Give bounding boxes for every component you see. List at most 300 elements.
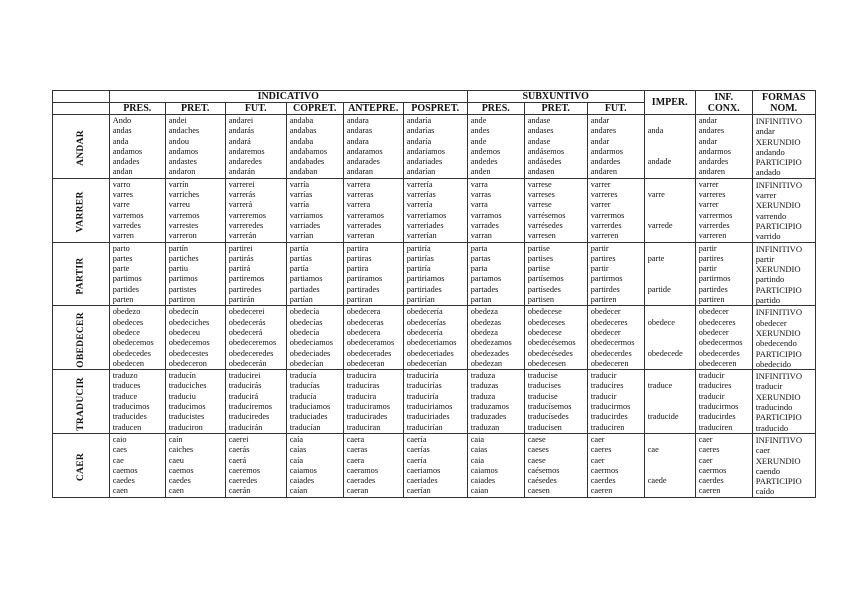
verb-form: varrían	[289, 231, 314, 241]
verb-form: obedecen	[112, 358, 145, 368]
verb-form: varrerdes	[590, 220, 622, 230]
verb-form: caeremos	[228, 465, 261, 475]
verb-form: caer	[698, 434, 713, 444]
verb-form: traducir	[590, 371, 617, 381]
verb-form: varrer	[698, 179, 719, 189]
verb-form: traducises	[527, 381, 561, 391]
form-cell	[695, 433, 752, 497]
verb-form: traduza	[470, 371, 496, 381]
verb-form: varrendo	[755, 210, 787, 221]
verb-form: andásedes	[527, 157, 562, 167]
verb-form: INFINITIVO	[755, 434, 803, 445]
verb-form: varreredes	[228, 220, 264, 230]
verb-form: partes	[112, 253, 133, 263]
verb-form: varreriades	[406, 220, 444, 230]
verb-form: obedecemos	[168, 338, 210, 348]
verb-form: traduciría	[406, 371, 439, 381]
verb-form: traducir	[590, 391, 617, 401]
verb-form	[648, 167, 694, 177]
verb-form: andarmos	[698, 146, 731, 156]
verb-form: caería	[406, 455, 427, 465]
verb-form: caermos	[590, 465, 619, 475]
verb-form	[648, 200, 694, 210]
verb-form: traduzamos	[470, 402, 509, 412]
verb-form: ande	[470, 116, 487, 125]
form-cell	[587, 433, 644, 497]
verb-form: andar	[698, 116, 718, 125]
verb-form: caeramos	[346, 465, 379, 475]
verb-form: caía	[289, 455, 304, 465]
verb-form: partises	[527, 253, 554, 263]
form-cell	[644, 433, 695, 497]
verb-form: partades	[470, 284, 499, 294]
verb-form: caeren	[698, 486, 721, 496]
verb-form: caésemos	[527, 465, 560, 475]
verb-form: obedecermos	[698, 338, 743, 348]
verb-form: obedecería	[406, 327, 443, 337]
verb-form: obedecer	[590, 307, 621, 317]
verb-form	[648, 371, 694, 381]
verb-form: andades	[112, 157, 140, 167]
mood-header-indicativo: INDICATIVO	[109, 91, 467, 103]
form-cell	[524, 242, 587, 306]
verb-form: varrerás	[228, 190, 256, 200]
verb-form	[648, 392, 694, 402]
verb-form: partirmos	[590, 274, 623, 284]
verb-form: cae	[647, 445, 659, 455]
verb-form: INFINITIVO	[755, 179, 803, 190]
verb-form: varrer	[755, 190, 777, 201]
form-cell	[644, 370, 695, 434]
verb-form: partindo	[755, 274, 785, 285]
form-cell	[165, 306, 225, 370]
verb-form: obedeceriades	[406, 348, 454, 358]
verb-form: andarei	[228, 116, 254, 125]
verb-form: partirmos	[698, 274, 731, 284]
formas-nom-header	[752, 91, 815, 115]
inf-conx-header-line1: INF.	[714, 91, 734, 103]
verb-label: ANDAR	[75, 130, 86, 167]
verb-form: traducimos	[112, 402, 150, 412]
verb-form: varrerán	[228, 231, 257, 241]
verb-form: varrerá	[228, 200, 253, 210]
verb-form: andardes	[590, 157, 621, 167]
verb-form: traducías	[289, 381, 320, 391]
verb-form: obedecería	[406, 307, 443, 317]
verb-form: traducirías	[406, 381, 442, 391]
verb-form: obedecer	[590, 327, 621, 337]
form-cell	[467, 370, 524, 434]
verb-form: XERUNDIO	[755, 391, 801, 402]
verb-form: partimos	[168, 274, 198, 284]
verb-form: andares	[698, 126, 725, 136]
verb-form: obedecermos	[590, 338, 635, 348]
verb-form: partirdes	[698, 284, 728, 294]
verb-form: traducirades	[346, 412, 388, 422]
verb-form: andares	[590, 126, 617, 136]
verb-form	[648, 328, 694, 338]
form-cell	[343, 115, 403, 179]
verb-form: PARTICIPIO	[755, 284, 802, 295]
verb-form: caera	[346, 455, 365, 465]
verb-form: varro	[112, 179, 131, 189]
form-cell	[644, 178, 695, 242]
verb-form: traducir	[755, 381, 783, 392]
form-cell	[524, 115, 587, 179]
verb-form: varran	[470, 231, 492, 241]
verb-form: varremos	[112, 210, 144, 220]
form-cell	[165, 178, 225, 242]
verb-form: obedecese	[527, 327, 562, 337]
verb-form	[648, 456, 694, 466]
verb-form: partires	[590, 253, 616, 263]
verb-form: caiades	[470, 476, 496, 486]
formas-nom-header-line1: FORMAS	[762, 91, 806, 103]
verb-form: partir	[590, 243, 609, 253]
verb-form: caeres	[590, 445, 612, 455]
verb-form: varrer	[590, 200, 611, 210]
verb-form: obedeceres	[698, 317, 736, 327]
verb-form: varrer	[698, 200, 719, 210]
verb-form: andou	[168, 136, 189, 146]
verb-form: anda	[112, 136, 129, 146]
verb-form: obedecía	[289, 327, 320, 337]
verb-label-cell	[53, 178, 110, 242]
verb-form	[648, 338, 694, 348]
verb-form: obedeza	[470, 307, 498, 317]
verb-form: traduciades	[289, 412, 328, 422]
verb-form: caeres	[698, 445, 720, 455]
verb-form: partas	[470, 253, 491, 263]
verb-block	[53, 242, 816, 306]
verb-label-cell	[53, 433, 110, 497]
form-cell	[587, 306, 644, 370]
verb-form: andado	[755, 167, 781, 178]
verb-form: andando	[755, 146, 785, 157]
verb-form	[648, 274, 694, 284]
verb-form: traduciran	[346, 422, 381, 432]
form-cell	[165, 242, 225, 306]
inf-conx-header	[695, 91, 752, 115]
form-cell	[165, 115, 225, 179]
verb-form: obedecestes	[168, 348, 209, 358]
verb-form: varrermos	[590, 210, 625, 220]
verb-form: caedes	[112, 476, 135, 486]
verb-form: andasen	[527, 167, 555, 177]
form-cell	[225, 178, 286, 242]
verb-form: PARTICIPIO	[755, 412, 802, 423]
verb-form: partiría	[406, 243, 431, 253]
verb-form: partan	[470, 295, 492, 305]
verb-form: partiu	[168, 264, 189, 274]
form-cell	[109, 306, 165, 370]
verb-form: andar	[590, 136, 610, 146]
form-cell	[467, 178, 524, 242]
verb-form: andaren	[698, 167, 725, 177]
verb-form: traducido	[755, 422, 789, 433]
verb-form: varreron	[168, 231, 197, 241]
form-cell	[343, 306, 403, 370]
verb-form: andariamos	[406, 146, 445, 156]
verb-form: partamos	[470, 274, 502, 284]
verb-form	[648, 359, 694, 369]
verb-form: partía	[289, 264, 309, 274]
verb-form: traduzas	[470, 381, 499, 391]
verb-form: partiren	[698, 295, 725, 305]
verb-form: andabamos	[289, 146, 328, 156]
verb-form: varreren	[590, 231, 619, 241]
verb-form: andases	[527, 126, 554, 136]
verb-form: andaron	[168, 167, 196, 177]
verb-form	[648, 402, 694, 412]
form-cell	[286, 178, 343, 242]
verb-label-cell	[53, 242, 110, 306]
verb-form	[648, 211, 694, 221]
verb-form: varras	[470, 190, 491, 200]
verb-form: obedecerdes	[590, 348, 632, 358]
verb-form: PARTICIPIO	[755, 348, 802, 359]
verb-form: traducires	[590, 381, 624, 391]
verb-form: partira	[346, 264, 369, 274]
verb-form: varreres	[590, 190, 618, 200]
verb-form: varrerías	[406, 190, 436, 200]
verb-form: partiriamos	[406, 274, 445, 284]
verb-form: caia	[470, 434, 485, 444]
verb-form	[648, 307, 694, 317]
verb-form: parta	[470, 243, 488, 253]
verb-form: varrese	[527, 200, 552, 210]
corner-cell	[53, 91, 110, 103]
verb-form: varrín	[168, 179, 189, 189]
verb-form: Ando	[112, 116, 132, 125]
verb-form: obedeces	[112, 317, 144, 327]
form-cell	[286, 306, 343, 370]
verb-form: andedes	[470, 157, 498, 167]
verb-form: traduciren	[590, 422, 625, 432]
verb-form: varrades	[470, 220, 499, 230]
verb-form: andaremos	[228, 146, 265, 156]
verb-form: andaba	[289, 136, 314, 146]
verb-form: traducir	[698, 391, 725, 401]
verb-form: traducirmos	[590, 402, 631, 412]
verb-form: obedezades	[470, 348, 509, 358]
form-cell	[403, 242, 467, 306]
verb-form: andabades	[289, 157, 325, 167]
verb-form: varrido	[755, 231, 781, 242]
verb-form: traducira	[346, 371, 377, 381]
form-cell	[467, 242, 524, 306]
verb-form: varrestes	[168, 220, 199, 230]
verb-form: andaren	[590, 167, 617, 177]
verb-form: partiamos	[289, 274, 323, 284]
verb-form: varría	[289, 179, 310, 189]
form-cell	[587, 115, 644, 179]
verb-form: caería	[406, 434, 427, 444]
verb-form: cae	[112, 455, 124, 465]
verb-form: andabas	[289, 126, 317, 136]
verb-form: caerei	[228, 434, 249, 444]
verb-form: partirían	[406, 295, 435, 305]
form-cell	[286, 370, 343, 434]
verb-form: andaras	[346, 126, 373, 136]
verb-form: caese	[527, 434, 546, 444]
verb-form: partín	[168, 243, 189, 253]
verb-form: obedecendo	[755, 338, 797, 349]
verb-form: partiron	[168, 295, 195, 305]
verb-form	[648, 147, 694, 157]
verb-form: parten	[112, 295, 134, 305]
form-cell	[343, 433, 403, 497]
verb-form: varre	[112, 200, 130, 210]
verb-form: varreras	[346, 190, 374, 200]
verb-form: andara	[346, 116, 369, 125]
verb-form: caerades	[346, 476, 376, 486]
verb-form: parte	[647, 253, 665, 263]
verb-form: parte	[112, 264, 130, 274]
form-cell	[286, 242, 343, 306]
verb-form: obedeceses	[527, 317, 566, 327]
verb-form: caeriades	[406, 476, 438, 486]
verb-form: obedecerán	[228, 358, 267, 368]
verb-form: obedeceran	[346, 358, 385, 368]
verb-form: traducía	[289, 391, 317, 401]
verb-form: partise	[527, 243, 550, 253]
verb-form: partirdes	[590, 284, 620, 294]
verb-form: ande	[470, 136, 487, 146]
verb-form: obedeceron	[168, 358, 207, 368]
verb-form: andará	[228, 136, 251, 146]
verb-form: andara	[346, 136, 369, 146]
verb-form: caiades	[289, 476, 315, 486]
tense-header: FUT.	[225, 103, 286, 115]
verb-form: andarían	[406, 167, 436, 177]
verb-form: andar	[590, 116, 610, 125]
verb-form: partirías	[406, 253, 434, 263]
verb-label: PARTIR	[75, 257, 86, 295]
verb-form	[648, 295, 694, 305]
verb-form: anden	[470, 167, 491, 177]
verb-block	[53, 306, 816, 370]
verb-form: caeses	[527, 445, 549, 455]
verb-form: andarades	[346, 157, 380, 167]
verb-form: traducín	[168, 371, 196, 381]
verb-label: CAER	[75, 453, 86, 482]
verb-form: traducirdes	[590, 412, 628, 422]
verb-form: traduza	[470, 391, 496, 401]
form-cell	[587, 242, 644, 306]
verb-form	[648, 180, 694, 190]
verb-form: varría	[289, 200, 310, 210]
verb-form: andaches	[168, 126, 200, 136]
form-cell	[286, 433, 343, 497]
verb-form: partires	[698, 253, 724, 263]
verb-form: INFINITIVO	[755, 371, 803, 382]
verb-form: traduce	[112, 391, 138, 401]
verb-form: varreres	[698, 190, 726, 200]
verb-form: anda	[647, 126, 664, 136]
verb-form: caer	[755, 445, 771, 456]
verb-form: varrería	[406, 179, 433, 189]
verb-form: XERUNDIO	[755, 264, 801, 275]
verb-form: andaredes	[228, 157, 262, 167]
verb-form: caeras	[346, 445, 368, 455]
verb-form: traducide	[647, 412, 679, 422]
corner-cell-2	[53, 103, 110, 115]
verb-form: varrera	[346, 200, 371, 210]
verb-form: andaban	[289, 167, 318, 177]
verb-form: traduzades	[470, 412, 507, 422]
verb-form: andase	[527, 116, 551, 125]
verb-form: partísemos	[527, 274, 564, 284]
verb-form: partía	[289, 243, 309, 253]
verb-form: andaría	[406, 136, 432, 146]
verb-form: traducir	[698, 371, 725, 381]
verb-form: traducísemos	[527, 402, 572, 412]
verb-form: obedece	[112, 327, 140, 337]
verb-form: partistes	[168, 284, 197, 294]
verb-form: andardes	[698, 157, 729, 167]
verb-form: partide	[647, 284, 671, 294]
verb-form: caesen	[527, 486, 550, 496]
verb-form: traducirei	[228, 371, 261, 381]
verb-form: obedeceren	[590, 358, 629, 368]
verb-form: varreu	[168, 200, 190, 210]
verb-form: partirades	[346, 284, 380, 294]
verb-form: varres	[112, 190, 133, 200]
verb-form: obedecín	[168, 307, 199, 317]
verb-form: obedecerías	[406, 317, 446, 327]
verb-form: traducirás	[228, 381, 262, 391]
verb-form: obedezan	[470, 358, 503, 368]
verb-form: caiches	[168, 445, 194, 455]
verb-form: parto	[112, 243, 130, 253]
verb-form	[648, 435, 694, 445]
tense-header: PRES.	[467, 103, 524, 115]
verb-form: partimos	[112, 274, 142, 284]
form-cell	[695, 115, 752, 179]
verb-form: andaran	[346, 167, 373, 177]
verb-form: varra	[470, 179, 488, 189]
verb-form: andaramos	[346, 146, 383, 156]
verb-form: andarmos	[590, 146, 623, 156]
verb-form: andase	[527, 136, 551, 146]
verb-form: partiremos	[228, 274, 265, 284]
verb-form: traduces	[112, 381, 141, 391]
verb-form: obedecer	[755, 317, 787, 328]
form-cell	[109, 115, 165, 179]
verb-form: obedecido	[755, 358, 792, 369]
verb-form: INFINITIVO	[755, 116, 803, 126]
verb-form: varriches	[168, 190, 200, 200]
verb-form: partisen	[527, 295, 554, 305]
verb-form: caer	[698, 455, 713, 465]
verb-form: partiren	[590, 295, 617, 305]
verb-form: partiriades	[406, 284, 442, 294]
verb-form: caiamos	[289, 465, 317, 475]
verb-form	[648, 116, 694, 126]
verb-form: caerdes	[698, 476, 724, 486]
verb-form: traduciron	[168, 422, 203, 432]
tense-header: PRES.	[109, 103, 165, 115]
verb-label-cell	[53, 115, 110, 179]
verb-form: partido	[755, 295, 781, 306]
verb-form: varrede	[647, 220, 673, 230]
verb-form: partirei	[228, 243, 253, 253]
form-cell	[467, 306, 524, 370]
verb-form: obedecemos	[112, 338, 154, 348]
verb-form: caemos	[168, 465, 194, 475]
verb-form: partiría	[406, 264, 431, 274]
